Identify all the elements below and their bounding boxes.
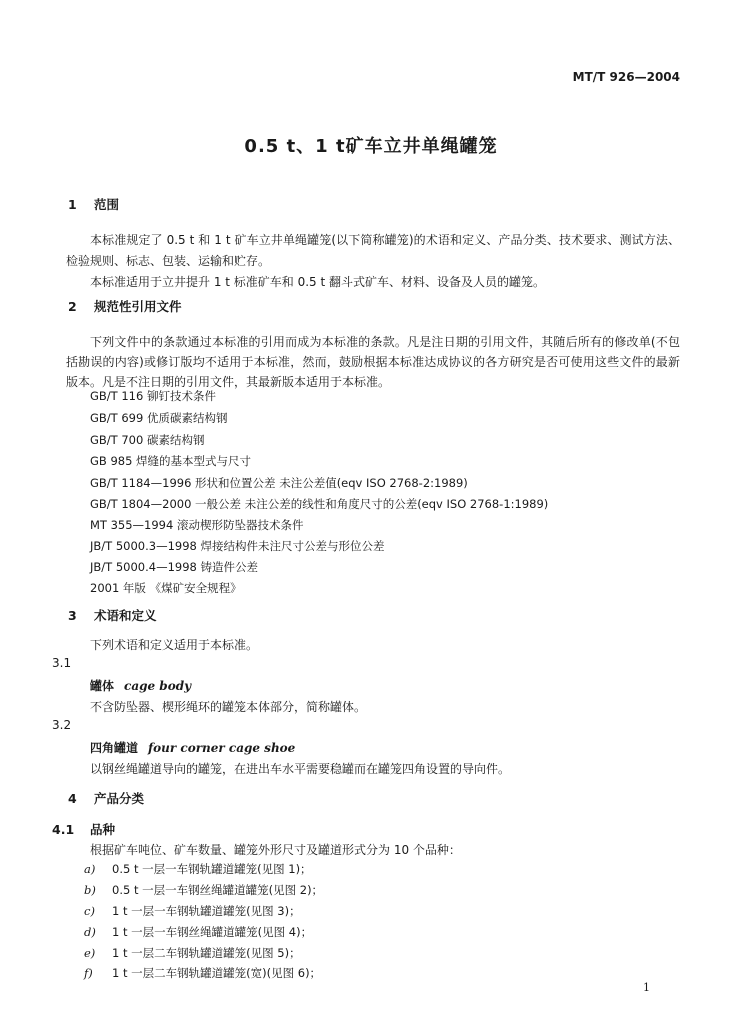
page-number: 1	[643, 981, 650, 994]
list-text: 1 t 一层二车钢轨罐道罐笼(见图 5)；	[112, 946, 301, 960]
section-title: 规范性引用文件	[94, 299, 182, 314]
reference-item: GB 985 焊缝的基本型式与尺寸	[90, 454, 252, 468]
document-title: 0.5 t、1 t矿车立井单绳罐笼	[244, 136, 498, 157]
section-title: 产品分类	[94, 791, 145, 806]
list-item	[84, 903, 301, 919]
term-en: four corner cage shoe	[148, 741, 296, 755]
term-number: 3.2	[52, 718, 72, 732]
section-1-paragraph-1: 本标准规定了 0.5 t 和 1 t 矿车立井单绳罐笼(以下简称罐笼)的术语和定义、产品分类、技术要求、测试方法、检验规则、标志、包装、运输和贮存。	[66, 233, 680, 268]
subsection-number: 4.1	[52, 822, 75, 837]
section-2-heading	[68, 297, 182, 315]
subsection-4-1-heading	[52, 820, 115, 838]
section-3-heading	[68, 606, 157, 624]
list-item	[84, 965, 321, 981]
section-number: 1	[68, 197, 77, 212]
section-number: 4	[68, 791, 77, 806]
list-text: 0.5 t 一层一车钢丝绳罐道罐笼(见图 2)；	[112, 883, 324, 897]
list-marker: e)	[84, 946, 96, 960]
list-marker: c)	[84, 904, 95, 918]
section-number: 2	[68, 299, 77, 314]
list-marker: a)	[84, 862, 96, 876]
term-cn: 罐体	[90, 679, 115, 693]
term-heading	[90, 739, 295, 756]
section-4-heading	[68, 789, 144, 807]
section-number: 3	[68, 608, 77, 623]
list-text: 1 t 一层一车钢轨罐道罐笼(见图 3)；	[112, 904, 301, 918]
list-item	[84, 924, 312, 940]
list-marker: d)	[84, 925, 96, 939]
reference-item: GB/T 1184—1996 形状和位置公差 未注公差值(eqv ISO 2768-2:1989)	[90, 476, 468, 490]
section-2-paragraph-1: 下列文件中的条款通过本标准的引用而成为本标准的条款。凡是注日期的引用文件，其随后所有的修改单(不包括勘误的内容)或修订版均不适用于本标准，然而，鼓励根据本标准达成协议的各方研究是否可使用这些文件的最新版本。凡是不注日期的引用文件，其最新版本适用于本标准。	[66, 335, 680, 389]
term-en: cage body	[124, 679, 192, 693]
section-3-paragraph-1: 下列术语和定义适用于本标准。	[90, 638, 259, 652]
section-title: 术语和定义	[94, 608, 157, 623]
list-item	[84, 882, 323, 898]
reference-item: JB/T 5000.3—1998 焊接结构件未注尺寸公差与形位公差	[90, 539, 385, 553]
reference-item: MT 355—1994 滚动楔形防坠器技术条件	[90, 518, 304, 532]
reference-item: GB/T 1804—2000 一般公差 未注公差的线性和角度尺寸的公差(eqv ISO 2768-1:1989)	[90, 497, 549, 511]
term-cn: 四角罐道	[90, 741, 139, 755]
list-marker: f)	[84, 966, 93, 980]
section-4-paragraph-1: 根据矿车吨位、矿车数量、罐笼外形尺寸及罐道形式分为 10 个品种：	[90, 843, 461, 857]
term-definition: 以钢丝绳罐道导向的罐笼，在进出车水平需要稳罐而在罐笼四角设置的导向件。	[90, 762, 511, 776]
list-item	[84, 861, 312, 877]
reference-item: GB/T 699 优质碳素结构钢	[90, 411, 228, 425]
reference-item: GB/T 700 碳素结构钢	[90, 433, 205, 447]
term-definition: 不含防坠器、楔形绳环的罐笼本体部分，简称罐体。	[90, 700, 367, 714]
list-item	[84, 945, 301, 961]
list-text: 0.5 t 一层一车钢轨罐道罐笼(见图 1)；	[112, 862, 312, 876]
section-1-paragraph-2: 本标准适用于立井提升 1 t 标准矿车和 0.5 t 翻斗式矿车、材料、设备及人员的罐笼。	[90, 275, 546, 289]
reference-item: GB/T 116 铆钉技术条件	[90, 389, 216, 403]
term-heading	[90, 677, 191, 694]
standard-code: MT/T 926—2004	[572, 70, 680, 84]
list-text: 1 t 一层二车钢轨罐道罐笼(宽)(见图 6)；	[112, 966, 322, 980]
list-marker: b)	[84, 883, 96, 897]
section-1-heading	[68, 195, 119, 213]
term-number: 3.1	[52, 656, 72, 670]
reference-item: 2001 年版 《煤矿安全规程》	[90, 581, 242, 595]
list-text: 1 t 一层一车钢丝绳罐道罐笼(见图 4)；	[112, 925, 313, 939]
subsection-title: 品种	[90, 822, 116, 837]
section-title: 范围	[94, 197, 120, 212]
reference-item: JB/T 5000.4—1998 铸造件公差	[90, 560, 258, 574]
